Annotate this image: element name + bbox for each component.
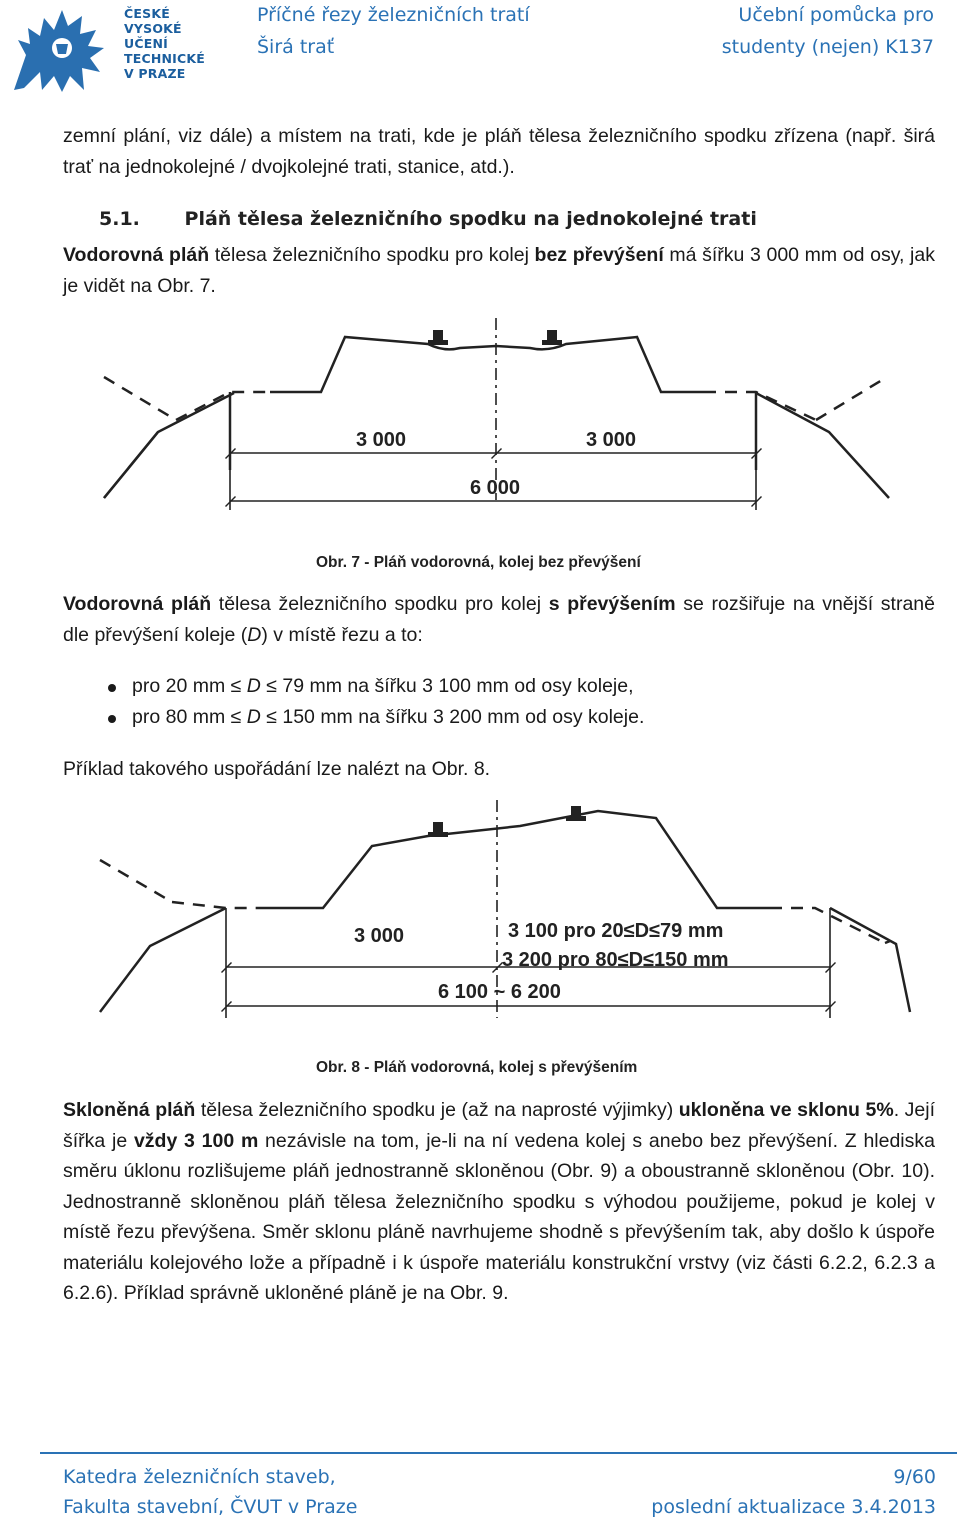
para3-text-1: tělesa železničního spodku je (až na naprosté výjimky) xyxy=(195,1099,679,1121)
bullet-text: pro 20 mm ≤ xyxy=(132,675,247,697)
section-title: Pláň tělesa železničního spodku na jednokolejné trati xyxy=(184,208,757,230)
section-number: 5.1. xyxy=(99,208,140,230)
fig8-caption-text: 8 - Pláň vodorovná, kolej s převýšením xyxy=(347,1059,638,1076)
intro-paragraph: zemní plání, viz dále) a místem na trati, kde je pláň tělesa železničního spodku zřízena (např. širá trať na jednokolejné / dvojkolejné trati, stanice, atd.). xyxy=(63,125,935,178)
fig7-dim-right: 3 000 xyxy=(586,429,637,451)
figure-7-caption xyxy=(316,554,641,572)
bullet-text: pro 80 mm ≤ xyxy=(132,706,247,728)
header-title-line2: Širá trať xyxy=(257,36,335,58)
lion-emblem-icon xyxy=(4,0,119,95)
footer-department xyxy=(63,1462,357,1522)
bullet-var: D xyxy=(246,675,261,697)
university-logo xyxy=(4,0,214,95)
term-horizontal-plane: Vodorovná pláň xyxy=(63,244,210,266)
logo-line: TECHNICKÉ xyxy=(124,51,206,66)
figure-8-diagram xyxy=(0,790,960,1030)
term-width: vždy 3 100 m xyxy=(133,1129,259,1152)
para2-text: tělesa železničního spodku pro kolej xyxy=(211,593,549,615)
para1-text: tělesa železničního spodku pro kolej xyxy=(209,244,535,266)
para1-text-end: má šířku 3 000 mm od osy, jak je vidět na Obr. 7. xyxy=(63,244,935,297)
term-sloped-plane: Skloněná pláň xyxy=(63,1099,196,1121)
para2-text-2: se rozšiřuje na vnější straně dle převýšení koleje ( xyxy=(63,593,935,646)
fig8-dim-right2: 3 200 pro 80≤D≤150 mm xyxy=(502,949,729,971)
fig7-dim-left: 3 000 xyxy=(356,429,407,451)
footer-divider xyxy=(40,1452,957,1454)
footer-pagination xyxy=(651,1462,936,1522)
para3-text-3: nezávisle na tom, je-li na ní vedena kolej s anebo bez převýšení. Z hlediska směru úklonu rozlišujeme pláň jednostranně skloněnou (Obr. 9) a oboustranně skloněnou (Obr. 10). Jednostranně skloněnou pláň tělesa železničního spodku s výhodou použijeme, pokud je kolej v místě řezu převýšena. Směr sklonu pláně navrhujeme shodně s převýšením tak, aby došlo k úspoře materiálu kolejového lože a případně i k úspoře materiálu konstrukční vrstvy (viz části 6.2.2, 6.2.3 a 6.2.6). Příklad správně ukloněné pláně je na Obr. 9. xyxy=(63,1129,935,1304)
para2-text-3: ) v místě řezu a to: xyxy=(261,624,423,646)
bullet-item xyxy=(108,706,908,734)
logo-line: UČENÍ xyxy=(124,36,168,51)
paragraph-no-cant xyxy=(63,240,935,302)
bullet-item xyxy=(108,675,908,703)
fig8-caption-prefix: Obr. xyxy=(316,1059,348,1076)
fig8-dim-left: 3 000 xyxy=(354,925,405,947)
fig7-caption-prefix: Obr. xyxy=(316,554,348,571)
bullet-text-end: ≤ 79 mm na šířku 3 100 mm od osy koleje, xyxy=(260,675,634,697)
fig8-dim-total: 6 100 ~ 6 200 xyxy=(438,981,561,1003)
para3-text-2: . Její šířka je xyxy=(63,1099,935,1152)
header-course xyxy=(722,2,934,60)
bullet-var: D xyxy=(246,706,261,728)
footer-dept: Katedra železničních staveb, xyxy=(63,1466,336,1488)
fig8-dim-right1: 3 100 pro 20≤D≤79 mm xyxy=(508,920,724,942)
figure-7-diagram xyxy=(0,300,960,550)
var-d: D xyxy=(247,624,262,646)
section-heading xyxy=(99,208,757,230)
bullet-text-end: ≤ 150 mm na šířku 3 200 mm od osy koleje. xyxy=(260,706,645,728)
footer-faculty: Fakulta stavební, ČVUT v Praze xyxy=(63,1496,358,1518)
figure-8-caption xyxy=(316,1059,637,1077)
last-updated: poslední aktualizace 3.4.2013 xyxy=(651,1496,936,1518)
term-with-cant: s převýšením xyxy=(548,593,676,615)
header-title-line1: Příčné řezy železničních tratí xyxy=(257,4,530,26)
paragraph-sloped-plane xyxy=(63,1095,935,1309)
bullet-dot-icon xyxy=(108,684,116,692)
header-course-line1: Učební pomůcka pro xyxy=(738,4,934,26)
term-slope-5: ukloněna ve sklonu 5% xyxy=(678,1099,894,1121)
header-title xyxy=(257,2,530,60)
term-no-cant: bez převýšení xyxy=(534,244,664,266)
fig7-dim-total: 6 000 xyxy=(470,477,521,499)
term-horizontal-plane-2: Vodorovná pláň xyxy=(63,593,212,615)
logo-line: V PRAZE xyxy=(124,66,186,81)
logo-line: VYSOKÉ xyxy=(124,21,182,36)
logo-line: ČESKÉ xyxy=(124,6,170,21)
header-course-line2: studenty (nejen) K137 xyxy=(721,36,934,58)
bullet-dot-icon xyxy=(108,715,116,723)
fig7-caption-text: 7 - Pláň vodorovná, kolej bez převýšení xyxy=(347,554,641,571)
page-number: 9/60 xyxy=(893,1466,936,1488)
paragraph-with-cant xyxy=(63,589,935,651)
example-sentence: Příklad takového uspořádání lze nalézt na Obr. 8. xyxy=(63,758,491,780)
